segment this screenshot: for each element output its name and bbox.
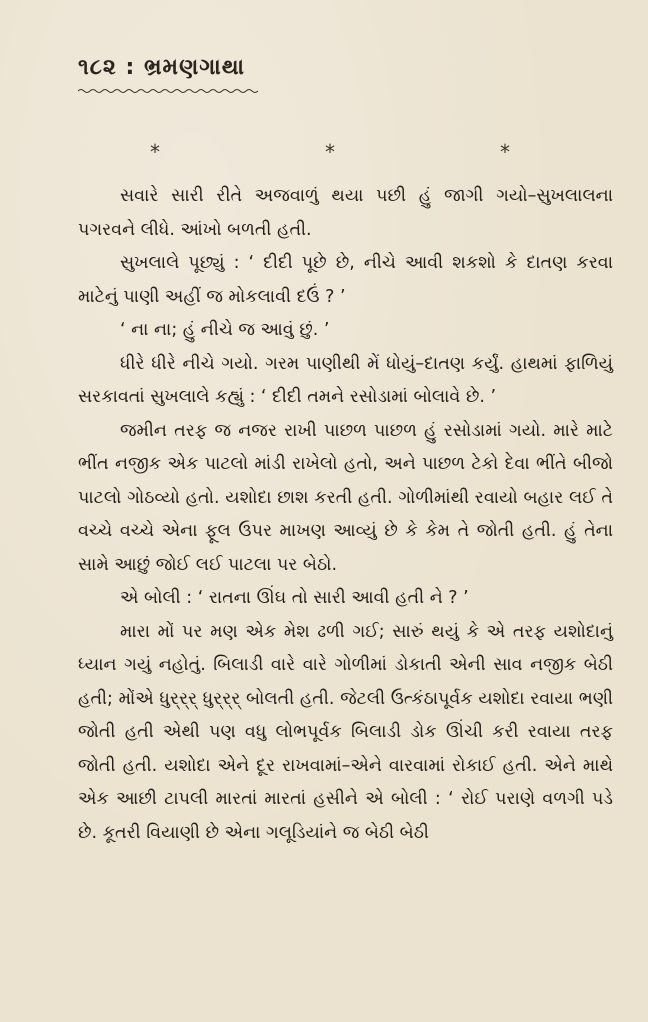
paragraph: ‘ ના ના; હું નીચે જ આવું છું. ’ [120,320,330,340]
asterisk: * [150,140,160,164]
page-header [78,55,245,80]
wavy-underline [78,88,258,94]
section-break [150,140,510,164]
paragraph: સુખલાલે પૂછ્યું : ‘ દીદી પૂછે છે, નીચે આવી શકશો કે દાતણ કરવા માટેનું પાણી અહીં જ મોકલાવી દઉં ? ’ [78,253,613,307]
paragraph: એ બોલી : ‘ રાતના ઊંઘ તો સારી આવી હતી ને ? ’ [120,588,469,608]
paragraph: જમીન તરફ જ નજર રાખી પાછળ પાછળ હું રસોડામાં ગયો. મારે માટે ભીંત નજીક એક પાટલો માંડી રાખેલો હતો, અને પાછળ ટેકો દેવા ભીંતે બીજો પાટલો ગોઠવ્યો હતો. યશોદા છાશ કરતી હતી. ગોળીમાંથી રવાયો બહાર લઈ તે વચ્ચે વચ્ચે એના ફૂલ ઉપર માખણ આવ્યું છે કે કેમ તે જોતી હતી. હું તેના સામે આછું જોઈ લઈ પાટલા પર બેઠો. [78,420,613,575]
paragraph: સવારે સારી રીતે અજવાળું થયા પછી હું જાગી ગયો–સુખલાલના પગરવને લીધે. આંખો બળતી હતી. [78,186,613,240]
page-number: ૧૮૨ [78,55,117,80]
paragraph: મારા મોં પર મણ એક મેશ ઢળી ગઈ; સારું થયું કે એ તરફ યશોદાનું ધ્યાન ગયું નહોતું. બિલાડી વારે વારે ગોળીમાં ડોકાતી એની સાવ નજીક બેઠી હતી; મોંએ ધુર્‌ર્‌ર્ ધુર્‌ર્‌ર્ બોલતી હતી. જેટલી ઉત્કંઠાપૂર્વક યશોદા રવાયા ભણી જોતી હતી એથી પણ વધુ લોભપૂર્વક બિલાડી ડોક ઊંચી કરી રવાયા તરફ જોતી હતી. યશોદા એને દૂર રાખવામાં–એને વારવામાં રોકાઈ હતી. એને માથે એક આછી ટાપલી મારતાં મારતાં હસીને એ બોલી : ‘ રોઈ પરાણે વળગી પડે છે. કૂતરી વિયાણી છે એના ગલૂડિયાંને જ બેઠી બેઠી [78,621,613,843]
header-separator: : [125,55,136,80]
book-title: ભ્રમણગાથા [143,55,245,80]
asterisk: * [325,140,335,164]
asterisk: * [500,140,510,164]
body-text [78,180,613,850]
paragraph: ધીરે ધીરે નીચે ગયો. ગરમ પાણીથી મેં ધોયું–દાતણ કર્યું. હાથમાં ફાળિયું સરકાવતાં સુખલાલે કહ્યું : ‘ દીદી તમને રસોડામાં બોલાવે છે. ’ [78,353,613,407]
